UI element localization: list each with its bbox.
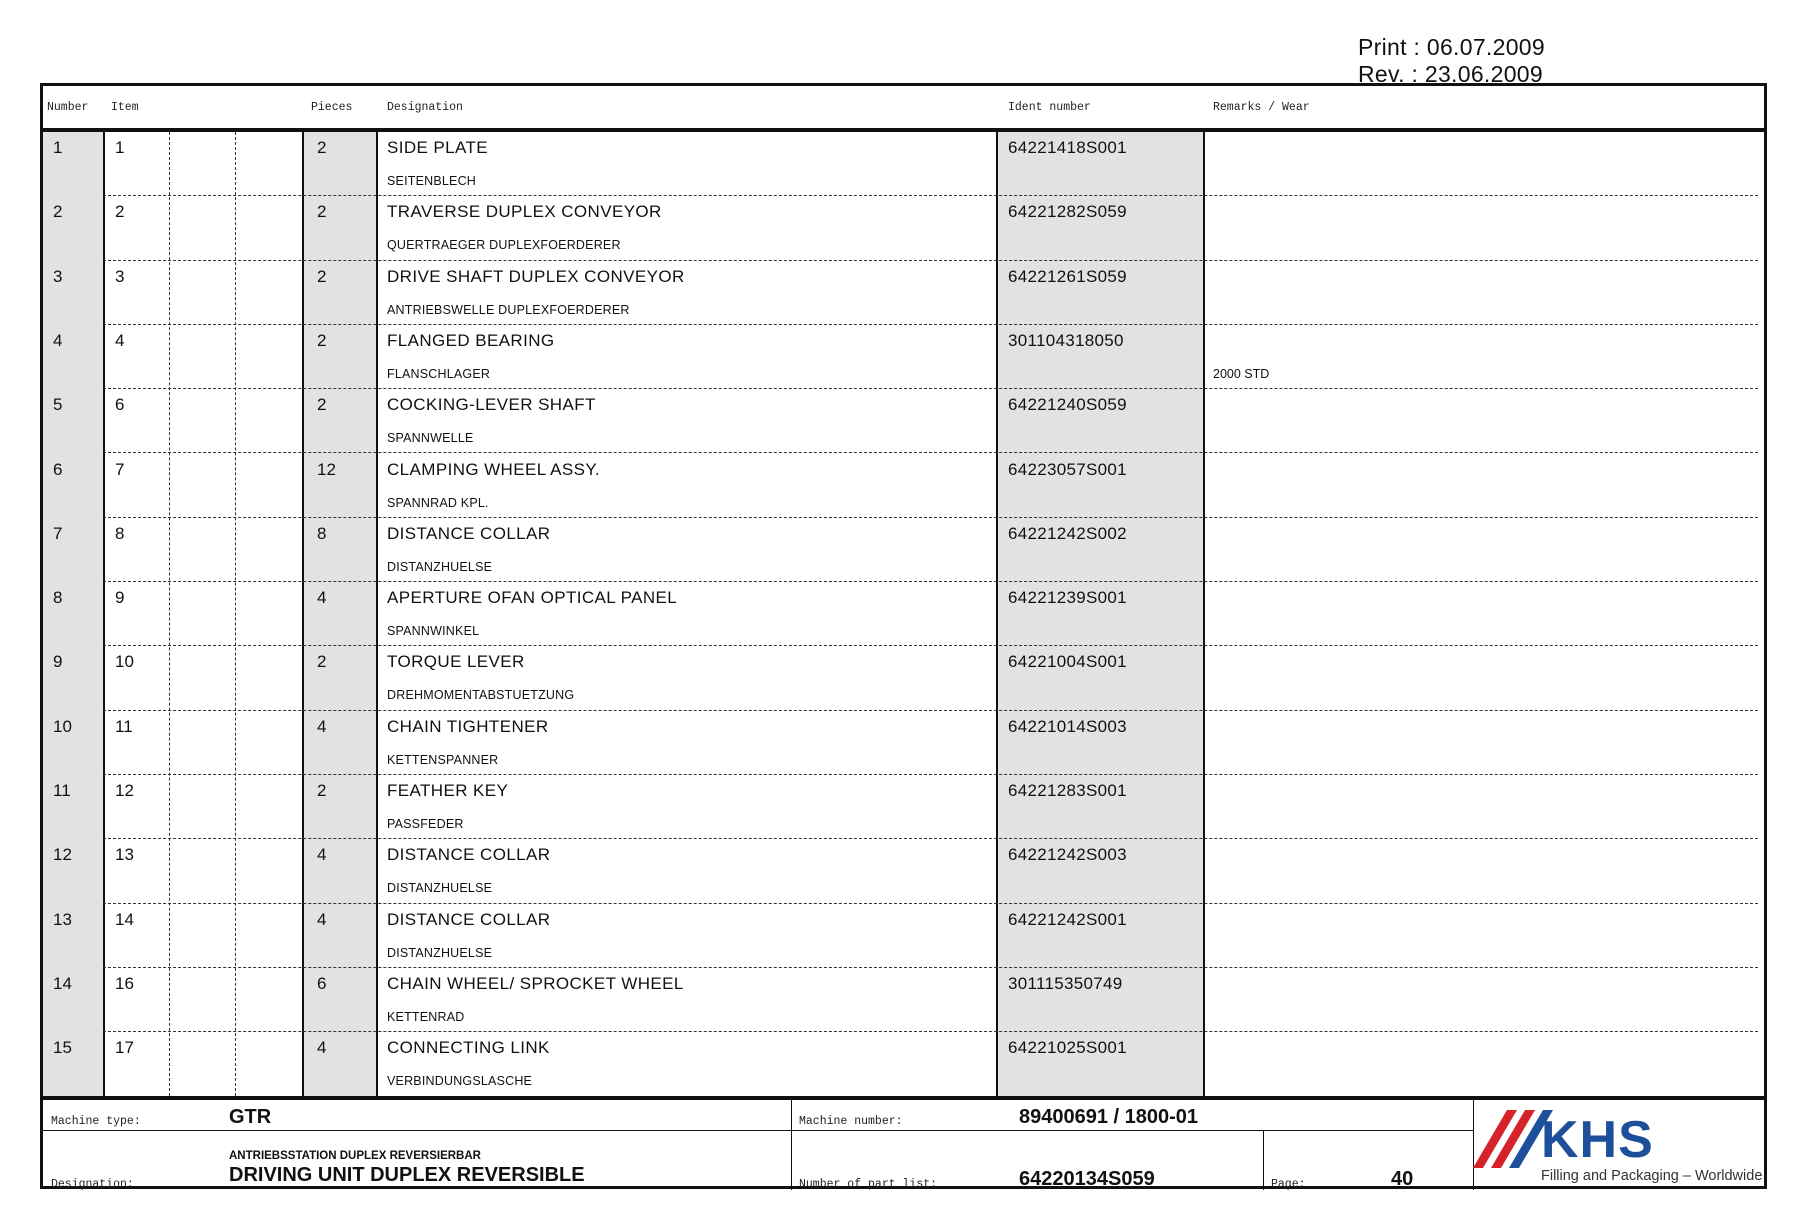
row-item: 2 [115,202,125,222]
row-item: 6 [115,395,125,415]
row-designation-german: KETTENRAD [387,1009,465,1024]
row-item: 9 [115,588,125,608]
row-designation: CLAMPING WHEEL ASSY. [387,459,601,479]
parts-list-sheet [40,83,1767,1189]
row-designation: COCKING-LEVER SHAFT [387,395,596,415]
table-row [43,1032,1764,1096]
row-item: 3 [115,266,125,286]
row-designation: FLANGED BEARING [387,330,555,350]
row-designation: CONNECTING LINK [387,1038,550,1058]
page-label: Page: [1271,1178,1306,1191]
row-designation-german: DREHMOMENTABSTUETZUNG [387,688,575,703]
row-number: 13 [53,909,72,929]
row-designation-german: KETTENSPANNER [387,752,499,767]
row-ident-number: 64221282S059 [1008,202,1127,222]
khs-logo-text: KHS [1541,1111,1654,1169]
row-number: 9 [53,652,63,672]
table-row [43,518,1764,582]
row-designation: DISTANCE COLLAR [387,909,551,929]
table-row [43,646,1764,710]
row-ident-number: 64221025S001 [1008,1038,1127,1058]
row-number: 5 [53,395,63,415]
row-ident-number: 64221004S001 [1008,652,1127,672]
row-pieces: 8 [317,523,327,543]
row-ident-number: 64221014S003 [1008,716,1127,736]
row-ident-number: 64221240S059 [1008,395,1127,415]
header-pieces: Pieces [311,101,353,114]
print-date: Print : 06.07.2009 [1358,34,1545,60]
row-item: 10 [115,652,134,672]
row-designation-german: SEITENBLECH [387,174,477,188]
row-designation: DRIVE SHAFT DUPLEX CONVEYOR [387,266,685,286]
table-row [43,196,1764,260]
table-row [43,711,1764,775]
row-number: 14 [53,973,72,993]
row-designation: TRAVERSE DUPLEX CONVEYOR [387,202,662,222]
header-remarks-wear: Remarks / Wear [1213,101,1310,114]
row-pieces: 2 [317,395,327,415]
revision-date: Rev. : 23.06.2009 [1358,61,1543,83]
row-item: 16 [115,973,134,993]
table-row [43,261,1764,325]
row-ident-number: 64221283S001 [1008,781,1127,800]
row-item: 1 [115,138,125,157]
table-row [43,839,1764,903]
title-block-divider [1263,1130,1264,1190]
row-designation-german: SPANNRAD KPL. [387,495,489,510]
designation-label: Designation: [51,1178,134,1191]
row-ident-number: 301104318050 [1008,330,1124,350]
row-item: 8 [115,523,125,543]
row-number: 10 [53,716,72,736]
title-block-divider [791,1100,792,1190]
row-designation: TORQUE LEVER [387,652,525,672]
row-number: 11 [53,781,71,800]
row-designation-german: FLANSCHLAGER [387,366,491,381]
row-designation: FEATHER KEY [387,781,509,800]
row-designation: DISTANCE COLLAR [387,845,551,865]
machine-type-label: Machine type: [51,1115,141,1128]
row-designation-german: DISTANZHUELSE [387,559,493,574]
row-ident-number: 64221261S059 [1008,266,1127,286]
row-item: 4 [115,330,125,350]
row-designation-german: DISTANZHUELSE [387,881,493,896]
row-pieces: 4 [317,845,327,865]
table-row [43,389,1764,453]
parts-table [43,132,1764,1096]
row-ident-number: 64223057S001 [1008,459,1127,479]
row-pieces: 6 [317,973,327,993]
designation-value: DRIVING UNIT DUPLEX REVERSIBLE [229,1164,585,1186]
row-ident-number: 64221242S002 [1008,523,1127,543]
row-ident-number: 64221418S001 [1008,138,1127,157]
row-pieces: 4 [317,716,327,736]
row-ident-number: 64221242S001 [1008,909,1127,929]
header-designation: Designation [387,101,463,114]
row-ident-number: 64221239S001 [1008,588,1127,608]
row-designation-german: ANTRIEBSWELLE DUPLEXFOERDERER [387,302,630,317]
row-designation: DISTANCE COLLAR [387,523,551,543]
row-designation-german: VERBINDUNGSLASCHE [387,1074,533,1089]
row-item: 14 [115,909,134,929]
row-number: 6 [53,459,63,479]
table-row [43,968,1764,1032]
machine-number-label: Machine number: [799,1115,903,1128]
row-designation: CHAIN TIGHTENER [387,716,549,736]
khs-logo-tagline: Filling and Packaging – Worldwide [1541,1168,1763,1184]
table-row [43,454,1764,518]
row-number: 7 [53,523,63,543]
header-item: Item [111,101,139,114]
row-number: 2 [53,202,63,222]
page-number: 40 [1391,1168,1414,1190]
row-pieces: 2 [317,330,327,350]
header-number: Number [47,101,89,114]
header-ident-number: Ident number [1008,101,1091,114]
row-pieces: 2 [317,202,327,222]
part-list-number-value: 64220134S059 [1019,1168,1155,1190]
row-designation-german: SPANNWELLE [387,431,474,446]
row-designation: CHAIN WHEEL/ SPROCKET WHEEL [387,973,684,993]
row-pieces: 12 [317,459,336,479]
row-number: 15 [53,1038,72,1058]
row-designation-german: PASSFEDER [387,817,464,831]
title-block-divider [43,1130,1473,1131]
table-row [43,904,1764,968]
row-pieces: 2 [317,266,327,286]
table-row [43,132,1764,196]
row-designation: SIDE PLATE [387,138,488,157]
row-item: 17 [115,1038,134,1058]
row-item: 11 [115,716,133,736]
row-ident-number: 64221242S003 [1008,845,1127,865]
row-item: 13 [115,845,134,865]
part-list-number-label: Number of part list: [799,1178,938,1191]
row-designation-german: DISTANZHUELSE [387,945,493,960]
designation-german: ANTRIEBSSTATION DUPLEX REVERSIERBAR [229,1150,481,1162]
row-pieces: 4 [317,588,327,608]
row-designation: APERTURE OFAN OPTICAL PANEL [387,588,678,608]
row-pieces: 2 [317,652,327,672]
row-designation-german: SPANNWINKEL [387,624,480,639]
row-item: 12 [115,781,134,800]
row-number: 3 [53,266,63,286]
row-number: 4 [53,330,63,350]
row-pieces: 4 [317,909,327,929]
row-number: 8 [53,588,63,608]
row-pieces: 2 [317,781,327,800]
row-remark: 2000 STD [1213,366,1270,381]
machine-type-value: GTR [229,1106,272,1128]
row-pieces: 2 [317,138,327,157]
row-pieces: 4 [317,1038,327,1058]
table-row [43,325,1764,389]
row-number: 12 [53,845,72,865]
title-block [43,1096,1764,1190]
table-row [43,582,1764,646]
machine-number-value: 89400691 / 1800-01 [1019,1106,1199,1128]
row-item: 7 [115,459,125,479]
column-header-row [43,86,1764,132]
row-number: 1 [53,138,63,157]
table-row [43,775,1764,839]
row-designation-german: QUERTRAEGER DUPLEXFOERDERER [387,238,621,253]
row-ident-number: 301115350749 [1008,973,1123,993]
